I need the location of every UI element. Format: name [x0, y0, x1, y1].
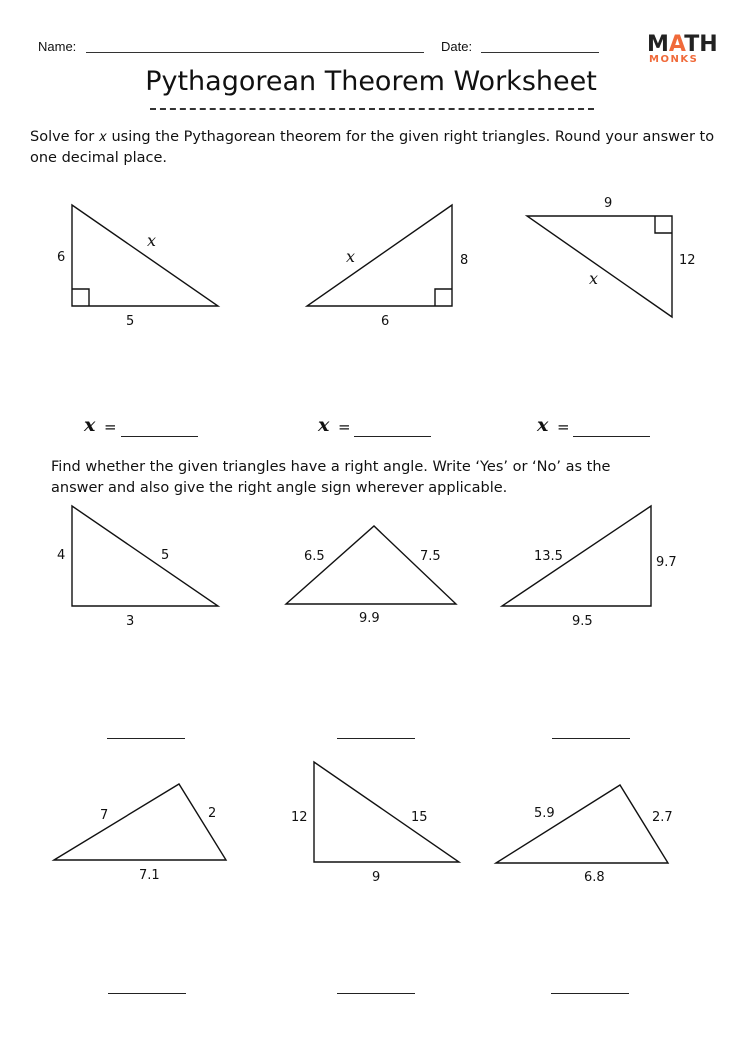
- triangle-6: [502, 506, 651, 606]
- answer9-blank[interactable]: [551, 993, 629, 994]
- section2-instruction: Find whether the given triangles have a right angle. Write ‘Yes’ or ‘No’ as the answer and also give the right angle sign wherever applicable.: [51, 459, 611, 496]
- answer3-var: x: [537, 414, 549, 436]
- tri9-side-1: 5.9: [534, 806, 555, 821]
- right-angle-mark-3: [655, 216, 672, 233]
- tri3-side-b: 12: [679, 253, 696, 268]
- tri6-side-1: 13.5: [534, 549, 563, 564]
- tri4-side-1: 4: [57, 548, 66, 563]
- tri2-side-a: 8: [460, 253, 469, 268]
- tri3-side-a: 9: [604, 196, 613, 211]
- answer2-eq: =: [338, 418, 351, 436]
- answer1-eq: =: [104, 418, 117, 436]
- right-angle-mark-1: [72, 289, 89, 306]
- name-label: Name:: [38, 39, 77, 54]
- math-monks-logo: MATH MONKS: [647, 32, 718, 65]
- answer3-blank[interactable]: [573, 436, 650, 437]
- page-title: Pythagorean Theorem Worksheet: [145, 66, 597, 97]
- answer2-blank[interactable]: [354, 436, 431, 437]
- tri3-hyp: x: [589, 269, 599, 288]
- answer5-blank[interactable]: [337, 738, 415, 739]
- tri1-side-b: 5: [126, 314, 135, 329]
- triangle-8: [314, 762, 459, 862]
- section1-instruction: Solve for 𝑥 using the Pythagorean theorem for the given right triangles. Round your answer to one decimal place.: [30, 129, 715, 166]
- tri2-hyp: x: [346, 247, 356, 266]
- tri8-side-2: 15: [411, 810, 428, 825]
- tri8-side-3: 9: [372, 870, 381, 885]
- tri1-side-a: 6: [57, 250, 66, 265]
- tri4-side-3: 3: [126, 614, 135, 629]
- tri5-side-1: 6.5: [304, 549, 325, 564]
- answer7-blank[interactable]: [108, 993, 186, 994]
- tri4-side-2: 5: [161, 548, 170, 563]
- answer4-blank[interactable]: [107, 738, 185, 739]
- tri6-side-3: 9.5: [572, 614, 593, 629]
- tri6-side-2: 9.7: [656, 555, 677, 570]
- triangle-4: [72, 506, 218, 606]
- triangle-3: [527, 216, 672, 317]
- answer8-blank[interactable]: [337, 993, 415, 994]
- answer6-blank[interactable]: [552, 738, 630, 739]
- answer2-var: x: [318, 414, 330, 436]
- tri1-hyp: x: [147, 231, 157, 250]
- tri5-side-2: 7.5: [420, 549, 441, 564]
- tri9-side-3: 6.8: [584, 870, 605, 885]
- answer1-blank[interactable]: [121, 436, 198, 437]
- triangle-9: [496, 785, 668, 863]
- tri5-side-3: 9.9: [359, 611, 380, 626]
- triangle-1: [72, 205, 218, 306]
- tri9-side-2: 2.7: [652, 810, 673, 825]
- triangle-7: [54, 784, 226, 860]
- right-angle-mark-2: [435, 289, 452, 306]
- tri7-side-3: 7.1: [139, 868, 160, 883]
- tri2-side-b: 6: [381, 314, 390, 329]
- tri8-side-1: 12: [291, 810, 308, 825]
- answer3-eq: =: [557, 418, 570, 436]
- answer1-var: x: [84, 414, 96, 436]
- triangle-2: [307, 205, 452, 306]
- date-label: Date:: [441, 39, 473, 54]
- tri7-side-2: 2: [208, 806, 217, 821]
- triangle-5: [286, 526, 456, 604]
- tri7-side-1: 7: [100, 808, 109, 823]
